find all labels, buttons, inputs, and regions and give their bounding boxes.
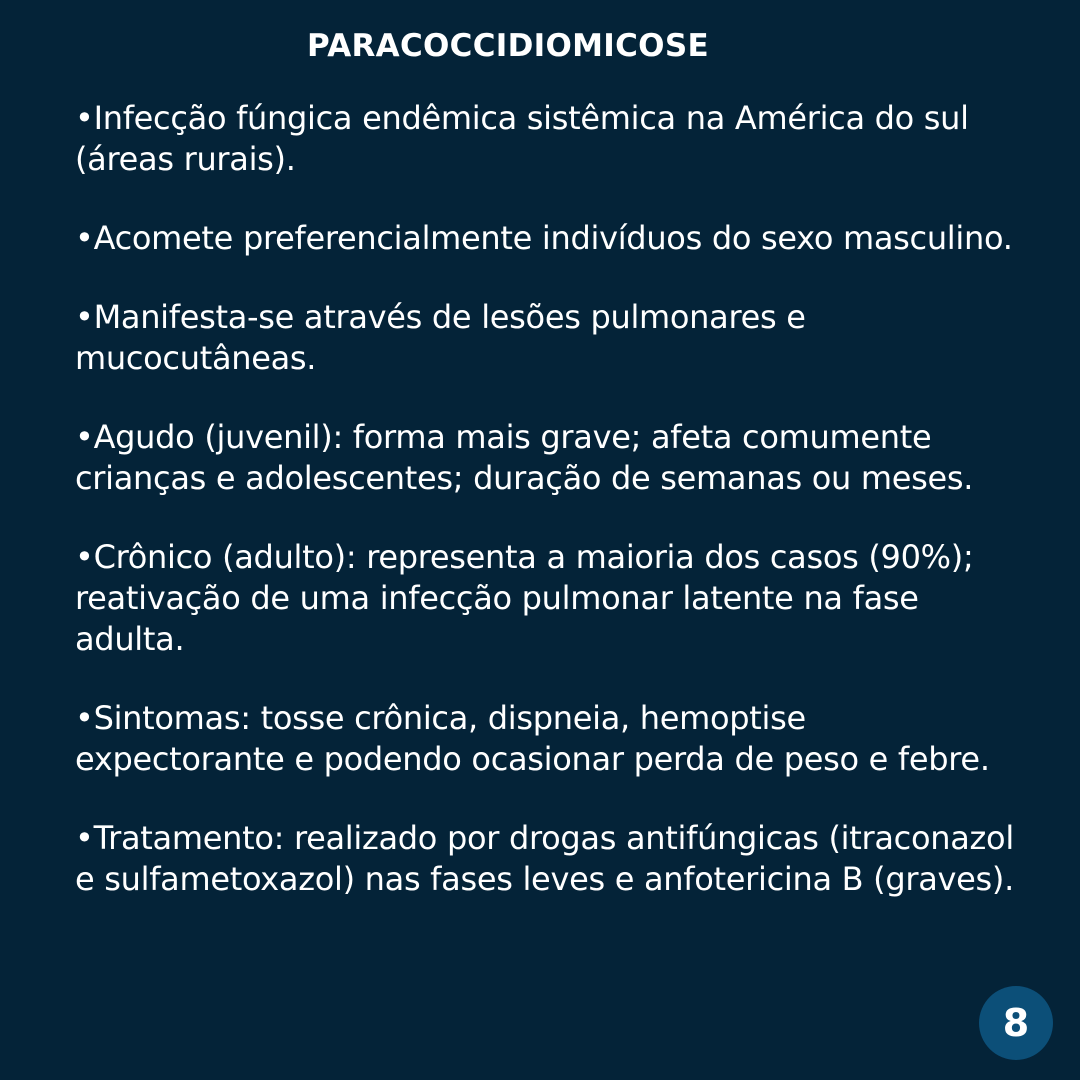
bullet-list [75, 98, 1025, 938]
bullet-manifestation: •Manifesta-se através de lesões pulmonares e mucocutâneas. [75, 298, 806, 377]
bullet-treatment: •Tratamento: realizado por drogas antifúngicas (itraconazol e sulfametoxazol) nas fases leves e anfotericina B (graves). [75, 819, 1014, 898]
slide-title: PARACOCCIDIOMICOSE [307, 28, 709, 64]
bullet-epidemiology: •Acomete preferencialmente indivíduos do sexo masculino. [75, 219, 1013, 257]
bullet-symptoms: •Sintomas: tosse crônica, dispneia, hemoptise expectorante e podendo ocasionar perda de peso e febre. [75, 699, 990, 778]
bullet-definition: •Infecção fúngica endêmica sistêmica na América do sul (áreas rurais). [75, 99, 969, 178]
page-number-badge: 8 [979, 986, 1053, 1060]
bullet-acute-form: •Agudo (juvenil): forma mais grave; afeta comumente crianças e adolescentes; duração de semanas ou meses. [75, 418, 974, 497]
bullet-chronic-form: •Crônico (adulto): representa a maioria dos casos (90%); reativação de uma infecção pulmonar latente na fase adulta. [75, 538, 974, 658]
